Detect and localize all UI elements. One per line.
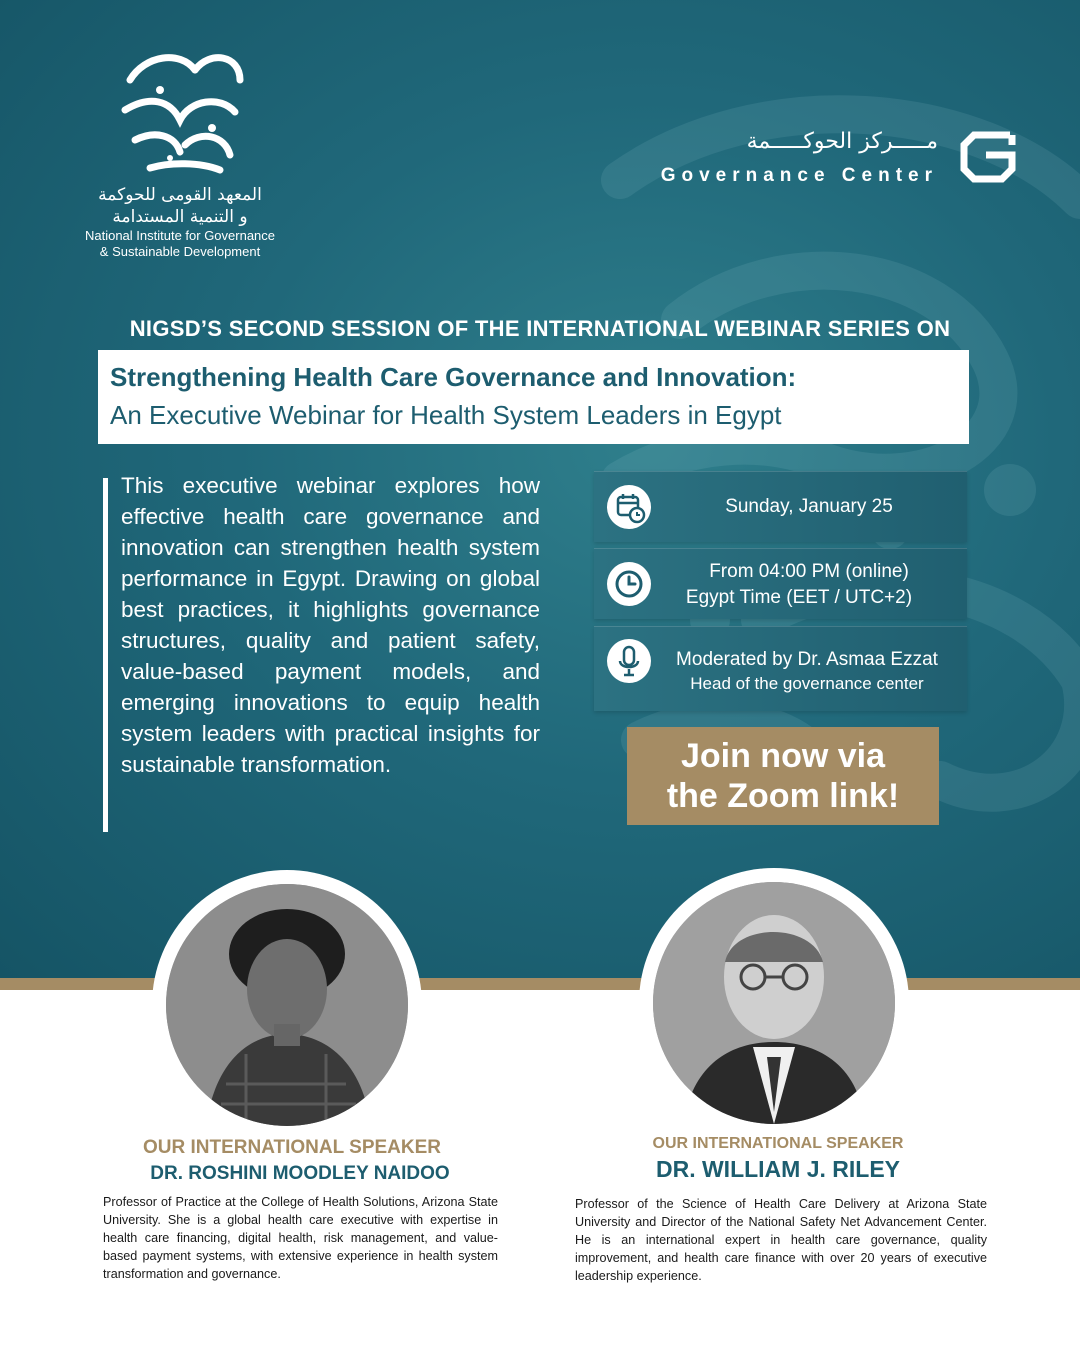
microphone-icon [607, 639, 651, 683]
nigsd-arabic-name-line2: و التنمية المستدامة [112, 207, 248, 227]
time-card [594, 548, 967, 619]
webinar-title: Strengthening Health Care Governance and Innovation: [110, 362, 797, 392]
speaker2-photo-frame [639, 868, 909, 1138]
event-time: From 04:00 PM (online) [709, 561, 909, 582]
clock-icon [607, 562, 651, 606]
event-date: Sunday, January 25 [725, 496, 893, 517]
date-card [594, 471, 967, 542]
governance-center-english-name: Governance Center [660, 165, 938, 186]
speaker1-bio: Professor of Practice at the College of Health Solutions, Arizona State University. She is a global health care executive with expertise in health care financing, digital health, risk management, and value-based payment systems, with extensive experience in health system transformation and governance. [103, 1195, 498, 1281]
speaker1-name: DR. ROSHINI MOODLEY NAIDOO [150, 1163, 450, 1184]
series-heading: NIGSD’S SECOND SESSION OF THE INTERNATIONAL WEBINAR SERIES ON [129, 316, 951, 341]
title-box [98, 350, 969, 444]
nigsd-arabic-name-line1: المعهد القومى للحوكمة [98, 185, 262, 205]
cta-line1: Join now via [680, 737, 886, 775]
speaker1-photo [166, 884, 408, 1126]
speaker2-photo [653, 882, 895, 1124]
governance-center-arabic-name: مـــــركز الحوكـــــمة [746, 129, 938, 154]
nigsd-calligraphy-emblem-icon [100, 40, 260, 180]
nigsd-logo [70, 40, 290, 260]
nigsd-english-name-line1: National Institute for Governance [84, 228, 276, 243]
webinar-description: This executive webinar explores how effective health care governance and innovation can strengthen health system performance in Egypt. Drawing on global best practices, it highlights governance structures, quality and patient safety, value-based payment models, and emerging innovations to equip health system leaders with practical insights for sustainable transformation. [121, 473, 540, 777]
speaker2-bio: Professor of the Science of Health Care Delivery at Arizona State University and Director of the National Safety Net Advancement Center. He is an international expert in health care governance, quality improvement, and health care finance with over 20 years of executive leadership experience. [575, 1197, 987, 1283]
nigsd-english-name-line2: & Sustainable Development [99, 244, 261, 259]
moderator-card [594, 626, 967, 711]
join-zoom-button[interactable] [627, 727, 939, 825]
moderator-name: Moderated by Dr. Asmaa Ezzat [676, 649, 938, 670]
cta-line2: the Zoom link! [666, 777, 900, 815]
speaker1-photo-frame [152, 870, 422, 1140]
calendar-clock-icon [607, 485, 651, 529]
speaker2-role: OUR INTERNATIONAL SPEAKER [652, 1135, 904, 1152]
description-accent-bar [103, 478, 108, 832]
governance-center-logo [598, 125, 1018, 195]
governance-center-gc-icon [958, 125, 1018, 185]
event-timezone: Egypt Time (EET / UTC+2) [685, 587, 913, 608]
speaker2-name: DR. WILLIAM J. RILEY [655, 1156, 901, 1182]
speaker1-role: OUR INTERNATIONAL SPEAKER [142, 1137, 442, 1158]
moderator-title: Head of the governance center [690, 674, 924, 693]
webinar-subtitle: An Executive Webinar for Health System Leaders in Egypt [110, 400, 782, 430]
